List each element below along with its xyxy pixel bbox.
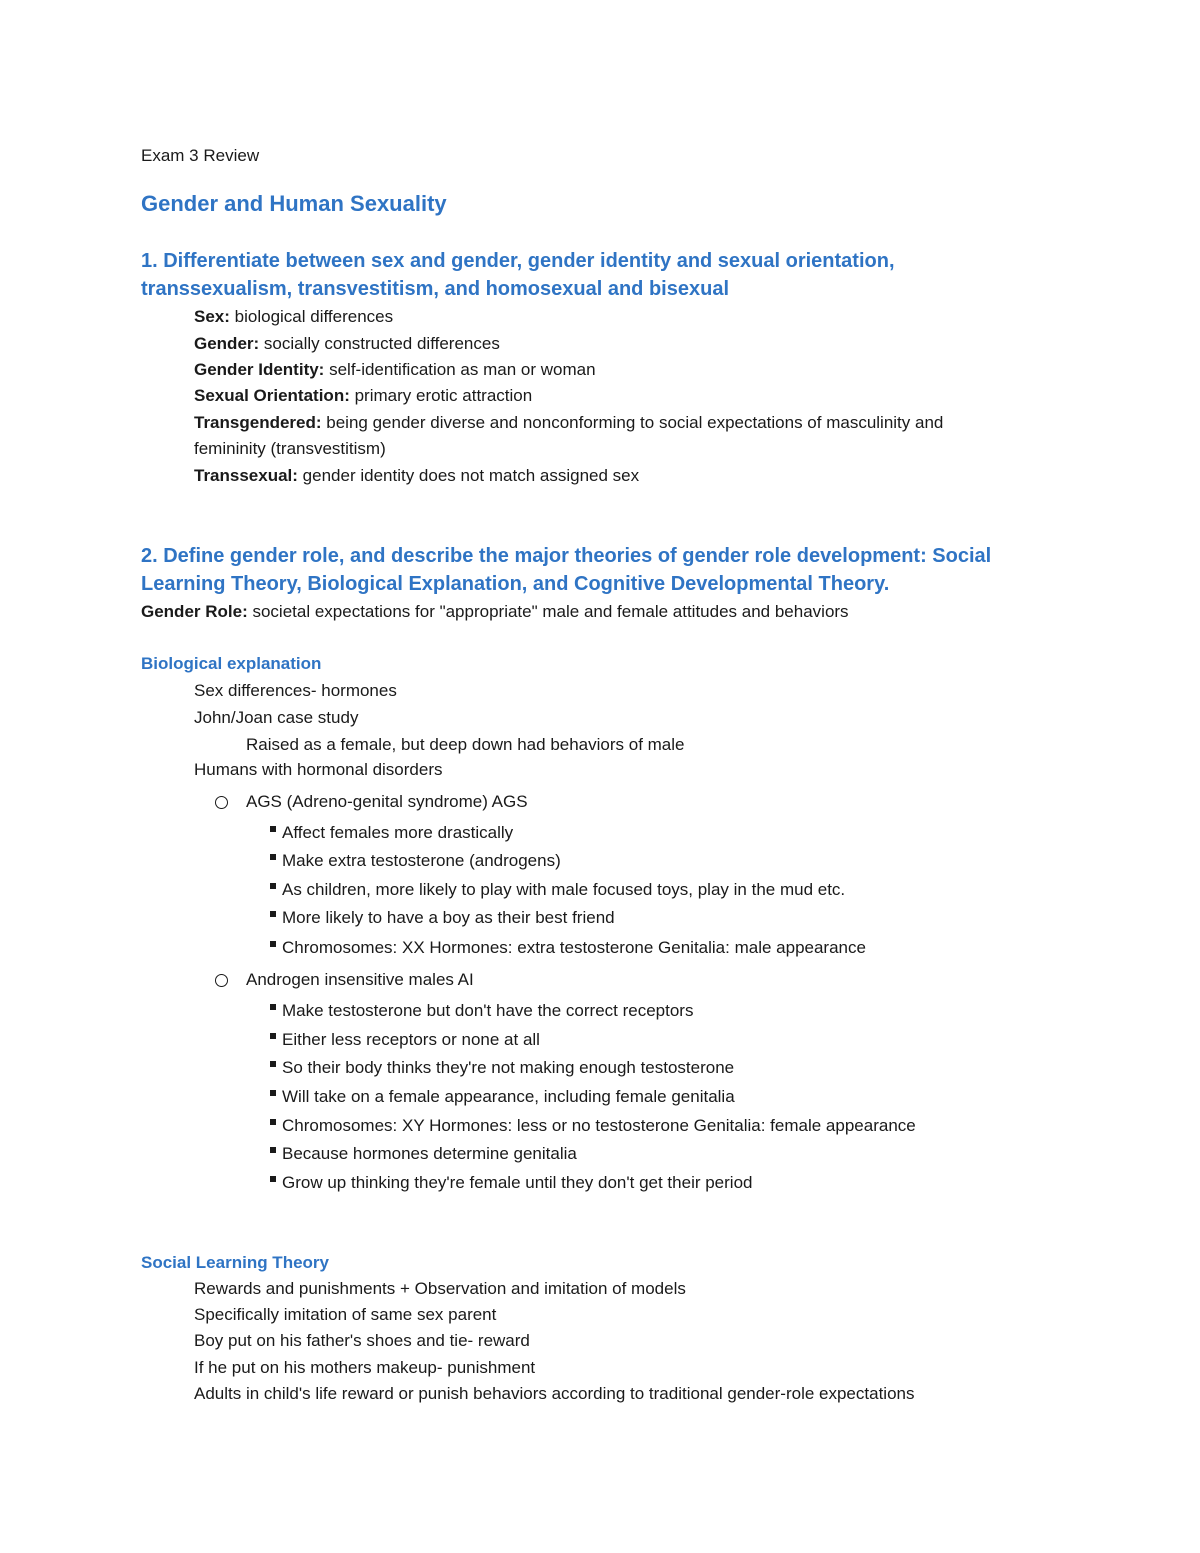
q2-heading-line1: 2. Define gender role, and describe the major theories of gender role development: Social	[141, 545, 992, 567]
hollow-circle-bullet-icon	[215, 796, 228, 809]
ags-sub-item: More likely to have a boy as their best friend	[270, 908, 615, 928]
square-bullet-icon	[270, 941, 276, 947]
ags-sub-item: Make extra testosterone (androgens)	[270, 851, 561, 871]
ai-sub-item: Will take on a female appearance, including female genitalia	[270, 1087, 735, 1107]
q2-heading-line2: Learning Theory, Biological Explanation, and Cognitive Developmental Theory.	[141, 573, 890, 595]
document-header: Exam 3 Review	[141, 146, 260, 165]
slt-line: Specifically imitation of same sex parent	[194, 1305, 497, 1324]
square-bullet-icon	[270, 1004, 276, 1010]
q1-heading-line1: 1. Differentiate between sex and gender, gender identity and sexual orientation,	[141, 250, 895, 272]
document-title: Gender and Human Sexuality	[141, 191, 447, 216]
definition-sex: Sex: biological differences	[194, 307, 394, 326]
slt-line: Boy put on his father's shoes and tie- reward	[194, 1331, 530, 1350]
ai-sub-item: Either less receptors or none at all	[270, 1030, 540, 1050]
ai-sub-item: Chromosomes: XY Hormones: less or no testosterone Genitalia: female appearance	[270, 1116, 916, 1136]
square-bullet-icon	[270, 1119, 276, 1125]
slt-line: Rewards and punishments + Observation and imitation of models	[194, 1279, 686, 1298]
ags-list-item: AGS (Adreno-genital syndrome) AGS	[215, 792, 528, 812]
gender-role-definition: Gender Role: societal expectations for "appropriate" male and female attitudes and behaviors	[141, 602, 849, 621]
ai-sub-item: Grow up thinking they're female until they don't get their period	[270, 1173, 752, 1193]
definition-transgendered-cont: femininity (transvestitism)	[194, 439, 386, 458]
ai-list-item: Androgen insensitive males AI	[215, 970, 474, 990]
square-bullet-icon	[270, 911, 276, 917]
square-bullet-icon	[270, 1033, 276, 1039]
bio-line-2: John/Joan case study	[194, 708, 359, 727]
square-bullet-icon	[270, 1176, 276, 1182]
slt-line: Adults in child's life reward or punish behaviors according to traditional gender-role expectations	[194, 1384, 915, 1403]
ags-sub-item: Chromosomes: XX Hormones: extra testosterone Genitalia: male appearance	[270, 938, 866, 958]
definition-gender-identity: Gender Identity: self-identification as man or woman	[194, 360, 596, 379]
ai-sub-item: Because hormones determine genitalia	[270, 1144, 577, 1164]
square-bullet-icon	[270, 1147, 276, 1153]
slt-line: If he put on his mothers makeup- punishment	[194, 1358, 536, 1377]
biological-explanation-heading: Biological explanation	[141, 654, 322, 673]
ags-sub-item: Affect females more drastically	[270, 823, 513, 843]
q1-heading-line2: transsexualism, transvestitism, and homosexual and bisexual	[141, 278, 729, 300]
ai-sub-item: Make testosterone but don't have the correct receptors	[270, 1001, 693, 1021]
definition-gender: Gender: socially constructed differences	[194, 334, 500, 353]
square-bullet-icon	[270, 1061, 276, 1067]
social-learning-theory-heading: Social Learning Theory	[141, 1253, 329, 1272]
bio-line-1: Sex differences- hormones	[194, 681, 397, 700]
square-bullet-icon	[270, 883, 276, 889]
square-bullet-icon	[270, 826, 276, 832]
square-bullet-icon	[270, 1090, 276, 1096]
ai-sub-item: So their body thinks they're not making enough testosterone	[270, 1058, 734, 1078]
hollow-circle-bullet-icon	[215, 974, 228, 987]
bio-line-4: Humans with hormonal disorders	[194, 760, 443, 779]
definition-sexual-orientation: Sexual Orientation: primary erotic attraction	[194, 386, 533, 405]
bio-line-3: Raised as a female, but deep down had behaviors of male	[246, 735, 685, 754]
definition-transsexual: Transsexual: gender identity does not match assigned sex	[194, 466, 640, 485]
definition-transgendered: Transgendered: being gender diverse and nonconforming to social expectations of masculinity and	[194, 413, 944, 432]
ags-sub-item: As children, more likely to play with male focused toys, play in the mud etc.	[270, 880, 845, 900]
square-bullet-icon	[270, 854, 276, 860]
